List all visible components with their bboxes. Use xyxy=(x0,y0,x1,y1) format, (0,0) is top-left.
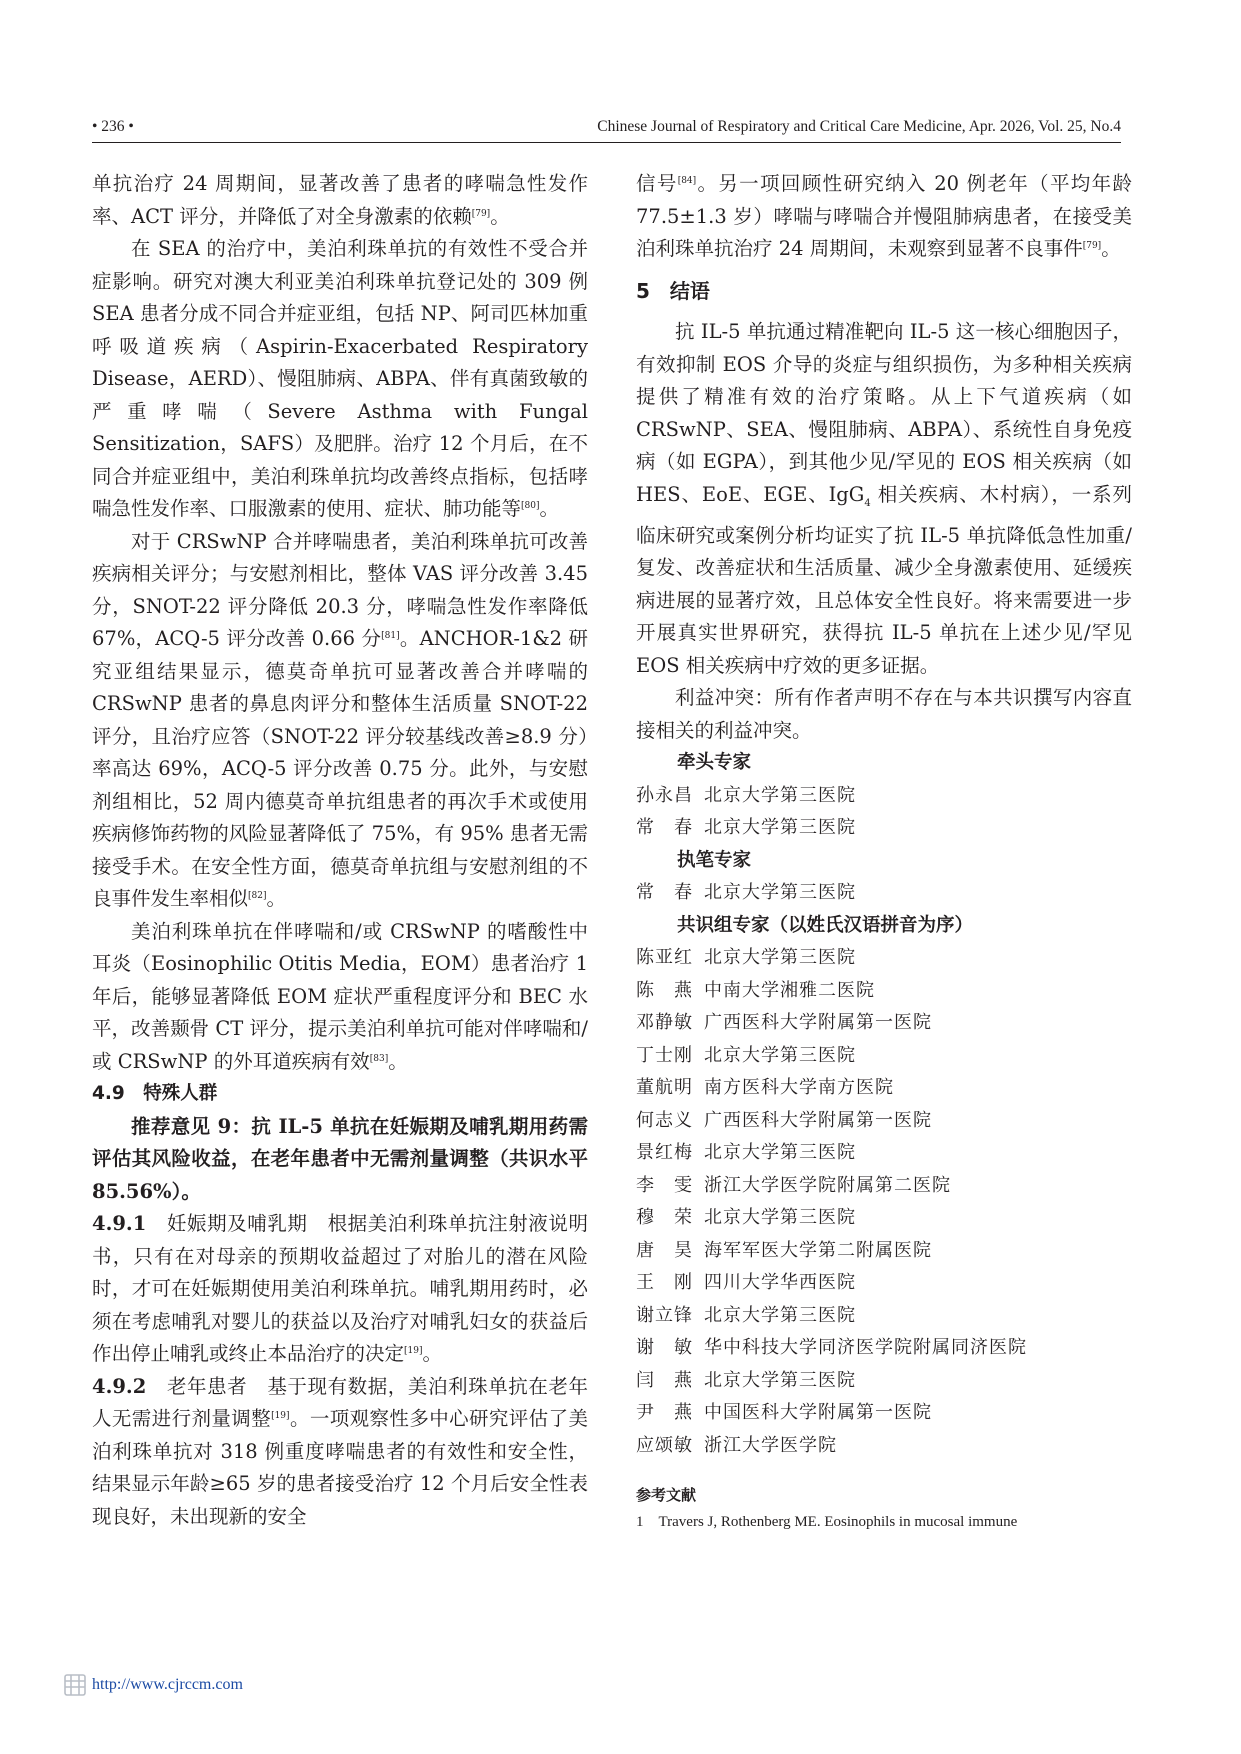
expert-affiliation: 北京大学第三医院 xyxy=(704,1369,856,1391)
conflict-statement: 利益冲突：所有作者声明不存在与本共识撰写内容直接相关的利益冲突。 xyxy=(636,686,1132,742)
paragraph: 单抗治疗 24 周期间，显著改善了患者的哮喘急性发作率、ACT 评分，并降低了对全身激素的依赖[79]。 xyxy=(92,172,588,228)
expert-row xyxy=(636,1007,1132,1040)
citation-link[interactable]: [79] xyxy=(1082,241,1102,251)
expert-affiliation: 北京大学第三医院 xyxy=(704,817,856,839)
journal-url-link[interactable]: http://www.cjrccm.com xyxy=(92,1676,243,1693)
subsection-title: 老年患者 xyxy=(166,1374,248,1398)
expert-name: 闫 燕 xyxy=(636,1369,693,1391)
lead-experts-list xyxy=(636,780,1132,845)
expert-affiliation: 中国医科大学附属第一医院 xyxy=(704,1402,932,1424)
writing-experts-list xyxy=(636,877,1132,910)
subsection-number: 4.9.1 xyxy=(92,1212,147,1235)
expert-row xyxy=(636,1202,1132,1235)
expert-row xyxy=(636,780,1132,813)
expert-name: 常 春 xyxy=(636,882,693,904)
expert-affiliation: 南方医科大学南方医院 xyxy=(704,1077,894,1099)
right-column xyxy=(636,168,1132,1536)
expert-name: 谢 敏 xyxy=(636,1337,693,1359)
expert-name: 孙永昌 xyxy=(636,784,693,806)
paragraph: 在 SEA 的治疗中，美泊利珠单抗的有效性不受合并症影响。研究对澳大利亚美泊利珠单抗登记处的 309 例 SEA 患者分成不同合并症亚组，包括 NP、阿司匹林加重呼吸道疾病（Aspirin-Exacerbated Respiratory Disease，AERD）、慢阻肺病、ABPA、伴有真菌致敏的严重哮喘（Severe Asthma with Fungal Sensitization，SAFS）及肥胖。治疗 12 个月后，在不同合并症亚组中，美泊利珠单抗均改善终点指标，包括哮喘急性发作率、口服激素的使用、症状、肺功能等[80]。 xyxy=(92,237,588,520)
expert-name: 景红梅 xyxy=(636,1142,693,1164)
journal-running-title: Chinese Journal of Respiratory and Critical Care Medicine, Apr. 2026, Vol. 25, No.4 xyxy=(597,118,1121,135)
paragraph: 4.9.1 妊娠期及哺乳期 根据美泊利珠单抗注射液说明书，只有在对母亲的预期收益超过了对胎儿的潜在风险时，才可在妊娠期使用美泊利珠单抗。哺乳期用药时，必须在考虑哺乳对婴儿的获益以及治疗对哺乳妇女的获益后作出停止哺乳或终止本品治疗的决定[19]。 xyxy=(92,1212,588,1365)
expert-row xyxy=(636,1072,1132,1105)
expert-row xyxy=(636,1137,1132,1170)
references-heading: 参考文献 xyxy=(636,1486,697,1505)
citation-link[interactable]: [19] xyxy=(271,1411,290,1421)
expert-name: 邓静敏 xyxy=(636,1012,693,1034)
expert-row xyxy=(636,1040,1132,1073)
expert-affiliation: 北京大学第三医院 xyxy=(704,1142,856,1164)
citation-link[interactable]: [80] xyxy=(521,501,540,511)
expert-affiliation: 北京大学第三医院 xyxy=(704,1207,856,1229)
expert-row xyxy=(636,975,1132,1008)
expert-name: 陈 燕 xyxy=(636,979,693,1001)
paragraph: 美泊利珠单抗在伴哮喘和/或 CRSwNP 的嗜酸性中耳炎（Eosinophilic Otitis Media，EOM）患者治疗 1 年后，能够显著降低 EOM 症状严重程度评分和 BEC 水平，改善颞骨 CT 评分，提示美泊利单抗可能对伴哮喘和/或 CRSwNP 的外耳道疾病有效[83]。 xyxy=(92,919,588,1073)
expert-name: 应颂敏 xyxy=(636,1434,693,1456)
footer xyxy=(62,1672,243,1698)
expert-affiliation: 北京大学第三医院 xyxy=(704,1044,856,1066)
subsection-title: 妊娠期及哺乳期 xyxy=(166,1212,308,1235)
expert-row xyxy=(636,1267,1132,1300)
section-heading: 4.9 特殊人群 xyxy=(92,1083,218,1104)
paragraph: 信号[84]。另一项回顾性研究纳入 20 例老年（平均年龄 77.5±1.3 岁）哮喘与哮喘合并慢阻肺病患者，在接受美泊利珠单抗治疗 24 周期间，未观察到显著不良事件[79]。 xyxy=(636,172,1132,260)
expert-affiliation: 北京大学第三医院 xyxy=(704,784,856,806)
expert-row xyxy=(636,1235,1132,1268)
expert-name: 唐 昊 xyxy=(636,1239,693,1261)
paragraph: 抗 IL-5 单抗通过精准靶向 IL-5 这一核心细胞因子，有效抑制 EOS 介导的炎症与组织损伤，为多种相关疾病提供了精准有效的治疗策略。从上下气道疾病（如 CRSwNP、SEA、慢阻肺病、ABPA）、系统性自身免疫病（如 EGPA），到其他少见/罕见的 EOS 相关疾病（如 HES、EoE、EGE、IgG$_4$ 相关疾病、木村病），一系列临床研究或案例分析均证实了抗 IL-5 单抗降低急性加重/复发、改善症状和生活质量、减少全身激素使用、延缓疾病进展的显著疗效，且总体安全性良好。将来需要进一步开展真实世界研究，获得抗 IL-5 单抗在上述少见/罕见 EOS 相关疾病中疗效的更多证据。 xyxy=(636,320,1132,677)
section-heading: 5 结语 xyxy=(636,278,710,303)
expert-row xyxy=(636,1332,1132,1365)
expert-affiliation: 北京大学第三医院 xyxy=(704,1304,856,1326)
left-column xyxy=(92,168,588,1533)
expert-affiliation: 四川大学华西医院 xyxy=(704,1272,856,1294)
citation-link[interactable]: [81] xyxy=(381,631,400,641)
expert-row xyxy=(636,1397,1132,1430)
expert-name: 陈亚红 xyxy=(636,947,693,969)
expert-row xyxy=(636,942,1132,975)
expert-row xyxy=(636,1170,1132,1203)
expert-name: 董航明 xyxy=(636,1077,693,1099)
expert-row xyxy=(636,812,1132,845)
expert-name: 谢立锋 xyxy=(636,1304,693,1326)
citation-link[interactable]: [84] xyxy=(677,176,697,186)
page-number: • 236 • xyxy=(92,118,134,135)
expert-affiliation: 北京大学第三医院 xyxy=(704,882,856,904)
expert-name: 王 刚 xyxy=(636,1272,693,1294)
expert-row xyxy=(636,1365,1132,1398)
recommendation: 推荐意见 9：抗 IL-5 单抗在妊娠期及哺乳期用药需评估其风险收益，在老年患者中无需剂量调整（共识水平 85.56%）。 xyxy=(92,1114,588,1203)
expert-affiliation: 北京大学第三医院 xyxy=(704,947,856,969)
paragraph: 4.9.2 老年患者 基于现有数据，美泊利珠单抗在老年人无需进行剂量调整[19]。一项观察性多中心研究评估了美泊利珠单抗对 318 例重度哮喘患者的有效性和安全性，结果显示年龄≥65 岁的患者接受治疗 12 个月后安全性表现良好，未出现新的安全 xyxy=(92,1374,588,1528)
expert-name: 穆 荣 xyxy=(636,1207,693,1229)
roster-heading: 共识组专家（以姓氏汉语拼音为序） xyxy=(677,914,974,936)
citation-link[interactable]: [19] xyxy=(404,1346,423,1356)
expert-affiliation: 广西医科大学附属第一医院 xyxy=(704,1012,932,1034)
expert-row xyxy=(636,1105,1132,1138)
expert-name: 常 春 xyxy=(636,817,693,839)
expert-row xyxy=(636,1430,1132,1463)
roster-heading: 牵头专家 xyxy=(677,752,752,774)
citation-link[interactable]: [82] xyxy=(248,891,267,901)
expert-affiliation: 华中科技大学同济医学院附属同济医院 xyxy=(704,1337,1027,1359)
header-rule xyxy=(92,142,1121,143)
reference-item: 1 Travers J, Rothenberg ME. Eosinophils in mucosal immune xyxy=(636,1514,1018,1531)
expert-name: 何志义 xyxy=(636,1109,693,1131)
expert-affiliation: 浙江大学医学院附属第二医院 xyxy=(704,1174,951,1196)
expert-affiliation: 中南大学湘雅二医院 xyxy=(704,979,875,1001)
subsection-number: 4.9.2 xyxy=(92,1374,147,1398)
expert-affiliation: 海军军医大学第二附属医院 xyxy=(704,1239,932,1261)
roster-heading: 执笔专家 xyxy=(677,849,752,871)
expert-row xyxy=(636,1300,1132,1333)
citation-link[interactable]: [79] xyxy=(471,208,491,219)
expert-row xyxy=(636,877,1132,910)
paragraph: 对于 CRSwNP 合并哮喘患者，美泊利珠单抗可改善疾病相关评分；与安慰剂相比，整体 VAS 评分改善 3.45 分，SNOT-22 评分降低 20.3 分，哮喘急性发作率降低 67%，ACQ-5 评分改善 0.66 分[81]。ANCHOR-1&2 研究亚组结果显示，德莫奇单抗可显著改善合并哮喘的 CRSwNP 患者的鼻息肉评分和整体生活质量 SNOT-22 评分，且治疗应答（SNOT-22 评分较基线改善≥8.9 分）率高达 69%，ACQ-5 评分改善 0.75 分。此外，与安慰剂组相比，52 周内德莫奇单抗组患者的再次手术或使用疾病修饰药物的风险显著降低了 75%，有 95% 患者无需接受手术。在安全性方面，德莫奇单抗组与安慰剂组的不良事件发生率相似[82]。 xyxy=(92,529,588,910)
expert-name: 丁士刚 xyxy=(636,1044,693,1066)
expert-affiliation: 广西医科大学附属第一医院 xyxy=(704,1109,932,1131)
group-experts-list xyxy=(636,942,1132,1462)
expert-name: 李 雯 xyxy=(636,1174,693,1196)
expert-affiliation: 浙江大学医学院 xyxy=(704,1434,837,1456)
journal-logo-icon xyxy=(62,1672,88,1698)
citation-link[interactable]: [83] xyxy=(369,1053,389,1064)
expert-name: 尹 燕 xyxy=(636,1402,693,1424)
